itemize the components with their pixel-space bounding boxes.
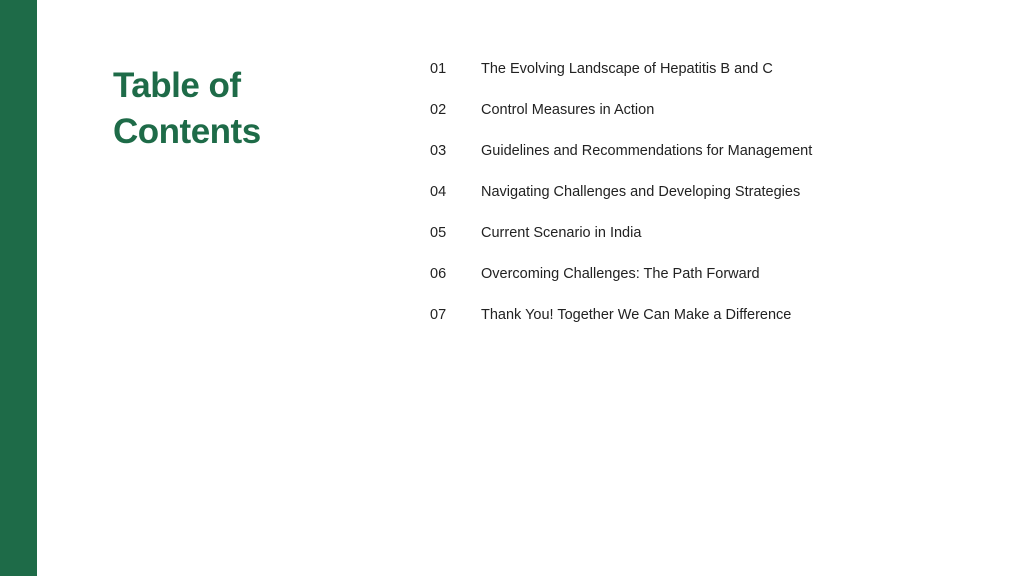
accent-bar <box>0 0 37 576</box>
toc-item-label: Current Scenario in India <box>481 224 642 241</box>
toc-item-number: 06 <box>430 265 447 282</box>
toc-item <box>430 253 990 294</box>
toc-item-label: Control Measures in Action <box>481 101 655 118</box>
toc-item-number: 04 <box>430 183 447 200</box>
title-line-2: Contents <box>113 112 261 151</box>
toc-item-label: Guidelines and Recommendations for Management <box>481 142 813 159</box>
page-title <box>113 63 353 155</box>
title-line-1: Table of <box>113 66 241 105</box>
toc-item-label: The Evolving Landscape of Hepatitis B and C <box>481 60 773 77</box>
toc-item <box>430 89 990 130</box>
toc-item-number: 03 <box>430 142 447 159</box>
toc-item-number: 05 <box>430 224 447 241</box>
toc-item-number: 07 <box>430 306 447 323</box>
toc-item <box>430 48 990 89</box>
toc-item-number: 02 <box>430 101 447 118</box>
toc-item <box>430 130 990 171</box>
toc-item <box>430 294 990 335</box>
toc-list <box>430 48 990 335</box>
toc-item-number: 01 <box>430 60 447 77</box>
toc-item <box>430 171 990 212</box>
toc-item-label: Overcoming Challenges: The Path Forward <box>481 265 760 282</box>
toc-item-label: Thank You! Together We Can Make a Difference <box>481 306 792 323</box>
toc-item-label: Navigating Challenges and Developing Strategies <box>481 183 801 200</box>
toc-item <box>430 212 990 253</box>
